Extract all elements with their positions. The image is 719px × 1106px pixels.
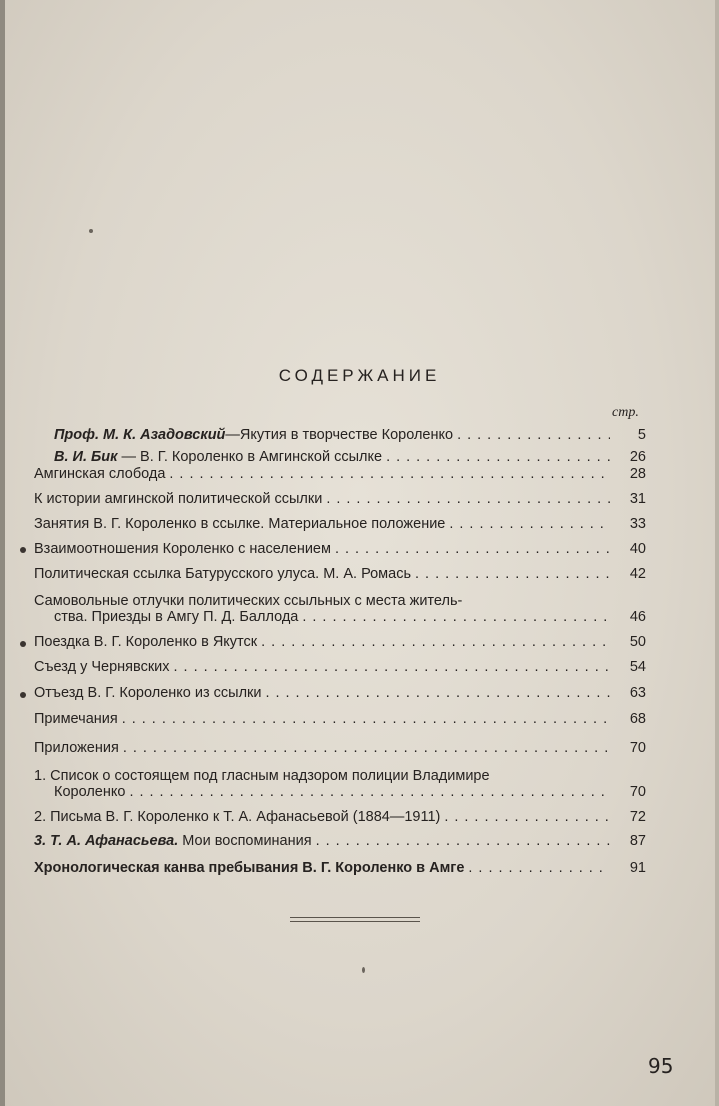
toc-entry-title: —Якутия в творчестве Короленко [225, 427, 454, 443]
toc-entry [34, 516, 646, 532]
toc-entry-page: 70 [629, 740, 646, 756]
toc-entry-title: Примечания [34, 711, 118, 727]
leader-dots [449, 516, 610, 532]
toc-entry [34, 659, 646, 675]
toc-entry [34, 768, 646, 800]
toc-entry-title: Политическая ссылка Батурусского улуса. М. А. Ромась [34, 566, 412, 582]
toc-entry-title: 2. Письма В. Г. Короленко к Т. А. Афанасьевой (1884—1911) [34, 809, 441, 825]
leader-dots [316, 833, 610, 849]
leader-dots [468, 860, 610, 876]
toc-entry-title: Занятия В. Г. Короленко в ссылке. Материальное положение [34, 516, 446, 532]
toc-entry [34, 566, 646, 582]
leader-dots [302, 609, 610, 625]
toc-entry-page: 63 [629, 685, 646, 701]
toc-entry-title-continued: ства. Приезды в Амгу П. Д. Баллода [54, 609, 299, 625]
toc-entry [34, 860, 646, 876]
leader-dots [261, 634, 610, 650]
toc-entry-title: К истории амгинской политической ссылки [34, 491, 323, 507]
page-column-header: стр. [612, 405, 639, 420]
toc-entry [34, 711, 646, 727]
toc-entry-author: Проф. М. К. Азадовский [54, 427, 226, 443]
toc-entry [34, 491, 646, 507]
toc-entry-title: Приложения [34, 740, 119, 756]
toc-entry-title: 1. Список о состоящем под гласным надзором полиции Владимире [34, 768, 490, 784]
leader-dots [335, 541, 610, 557]
toc-entry [34, 685, 646, 701]
toc-entry-page: 72 [629, 809, 646, 825]
toc-entry-page: 28 [629, 466, 646, 482]
leader-dots [265, 685, 610, 701]
leader-dots [444, 809, 610, 825]
toc-entry [34, 740, 646, 756]
toc-entry [34, 541, 646, 557]
leader-dots [326, 491, 610, 507]
toc-entry-title: Съезд у Чернявских [34, 659, 170, 675]
leader-dots [174, 659, 610, 675]
toc-entry-page: 54 [629, 659, 646, 675]
toc-entry-title: Мои воспоминания [178, 833, 312, 849]
toc-entry-page: 31 [629, 491, 646, 507]
toc-entry-page: 46 [629, 609, 646, 625]
leader-dots [386, 449, 610, 465]
leader-dots [415, 566, 610, 582]
leader-dots [129, 784, 610, 800]
margin-mark [20, 547, 26, 553]
toc-entry-author: 3. Т. А. Афанасьева. [34, 833, 179, 849]
folio-number: 95 [648, 1054, 674, 1078]
toc-entry [34, 593, 646, 625]
toc-entry-page: 5 [637, 427, 646, 443]
toc-entry-title: Взаимоотношения Короленко с населением [34, 541, 331, 557]
toc-entry [54, 427, 646, 443]
page-edge-right [715, 0, 719, 1106]
toc-entry-author: В. И. Бик [54, 449, 118, 465]
toc-entry [34, 809, 646, 825]
margin-mark [20, 692, 26, 698]
toc-entry-title-continued: Короленко [54, 784, 126, 800]
toc-entry-title: Отъезд В. Г. Короленко из ссылки [34, 685, 262, 701]
leader-dots [123, 740, 610, 756]
ink-speck [89, 229, 93, 233]
toc-entry-page: 91 [629, 860, 646, 876]
toc-entry-page: 33 [629, 516, 646, 532]
toc-entry [34, 466, 646, 482]
toc-entry [54, 449, 646, 465]
leader-dots [457, 427, 610, 443]
toc-entry-title: Хронологическая канва пребывания В. Г. Короленко в Амге [34, 860, 465, 876]
toc-entry-title: Самовольные отлучки политических ссыльных с места житель- [34, 593, 463, 609]
toc-entry-page: 42 [629, 566, 646, 582]
toc-entry-page: 26 [629, 449, 646, 465]
leader-dots [169, 466, 610, 482]
toc-entry-page: 87 [629, 833, 646, 849]
toc-entry-page: 70 [629, 784, 646, 800]
toc-entry [34, 634, 646, 650]
ink-speck [362, 967, 365, 973]
leader-dots [122, 711, 610, 727]
toc-entry-page: 50 [629, 634, 646, 650]
page-title: СОДЕРЖАНИЕ [278, 366, 441, 385]
page-edge-shadow [0, 0, 5, 1106]
end-rule [290, 917, 420, 922]
toc-entry-title: Поездка В. Г. Короленко в Якутск [34, 634, 258, 650]
toc-entry-page: 68 [629, 711, 646, 727]
margin-mark [20, 641, 26, 647]
toc-entry-title: Амгинская слобода [34, 466, 166, 482]
toc-entry [34, 833, 646, 849]
toc-entry-title: — В. Г. Короленко в Амгинской ссылке [117, 449, 383, 465]
toc-entry-page: 40 [629, 541, 646, 557]
